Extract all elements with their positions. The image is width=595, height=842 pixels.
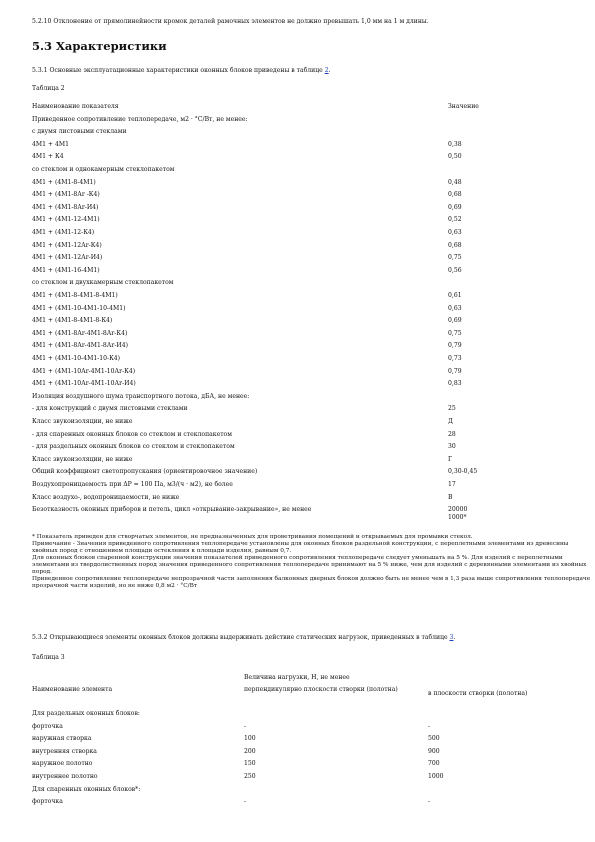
row-value: В [448, 493, 453, 501]
table-row [32, 798, 572, 810]
load-perpendicular: 100 [244, 735, 256, 743]
clause-5-3-1-text: 5.3.1 Основные эксплуатационные характеристики оконных блоков приведены в таблице [32, 67, 323, 74]
table-row [32, 481, 572, 493]
row-label: 4М1 + 4М1 [32, 140, 69, 148]
table-row [32, 153, 572, 165]
table-row [32, 204, 572, 216]
element-name: форточка [32, 722, 63, 730]
row-value: 0,50 [448, 153, 462, 161]
row-value: 0,73 [448, 355, 462, 362]
row-label: 4М1 + (4М1-8Аr-И4) [32, 203, 99, 211]
row-value: 0,69 [448, 203, 462, 211]
table-2-last-value-line2: 1000* [448, 514, 467, 522]
table-row [32, 786, 572, 798]
row-label: 4М1 + (4М1-12Аr-К4) [32, 241, 102, 249]
row-value: 20000 [448, 506, 468, 514]
table-row [32, 116, 572, 128]
table-row [32, 368, 572, 380]
table-row [32, 506, 572, 518]
row-label: 4М1 + (4М1-12-4М1) [32, 216, 100, 224]
table-row [32, 141, 572, 153]
row-label: со стеклом и двухкамерным стеклопакетом [32, 279, 174, 287]
row-label: Безотказность оконных приборов и петель, цикл «открывание-закрывание», не менее [32, 506, 312, 514]
load-perpendicular: 200 [244, 747, 256, 755]
row-value: 17 [448, 481, 456, 488]
note-balcony-doors: Приведенное сопротивление теплопередаче непрозрачной части заполнения балконных дверных блоков должно быть не менее чем в 1,3 раза выше сопротивления теплопередаче прозрачной части изделий, но не ниже 0,8 м2 · °С/Вт [32, 575, 591, 589]
table-row [32, 773, 572, 785]
element-name: внутренняя створка [32, 747, 97, 755]
row-value: 0,61 [448, 292, 462, 299]
table-row [32, 443, 572, 455]
clause-5-3-1-period: . [328, 67, 331, 74]
row-label: Класс звукоизоляции, не ниже [32, 418, 133, 425]
row-value: 25 [448, 405, 456, 413]
row-label: 4М1 + (4М1-12Аr-И4) [32, 254, 103, 262]
row-label: 4М1 + (4М1-10-4М1-10-К4) [32, 355, 121, 362]
table-3-col-name-header: Наименование элемента [32, 686, 113, 693]
row-label: 4М1 + (4М1-8Аr-4М1-8Аr-К4) [32, 329, 128, 337]
section-heading: 5.3 Характеристики [32, 39, 167, 53]
row-label: 4М1 + (4М1-8Аr-4М1-8Аr-И4) [32, 342, 128, 350]
note-primechanie: Примечание - Значения приведенного сопротивления теплопередаче установлены для оконных блоков раздельной конструкции, с переплетными элементами из древесины хвойных пород с отношением площади остекления к площади изделия, равным 0,7. [32, 540, 569, 554]
table-row [32, 305, 572, 317]
table-row [32, 128, 572, 140]
row-label: 4М1 + (4М1-10-4М1-10-4М1) [32, 304, 126, 312]
element-name: Для спаренных оконных блоков*: [32, 785, 141, 793]
table-row [32, 229, 572, 241]
load-in-plane: 900 [428, 747, 440, 755]
note-paired-blocks: Для оконных блоков спаренной конструкции значения показателей приведенного сопротивления теплопередаче следует уменьшать на 5 %. Для изделий с переплетными элементами из твердолиственных пород значения приведенного сопротивления теплопередаче принимают на 5 % ниже, чем для изделий с деревянными элементами из хвойных пород. [32, 554, 587, 575]
row-label: 4М1 + К4 [32, 153, 64, 161]
load-in-plane: - [428, 798, 431, 806]
table-row [32, 393, 572, 405]
row-label: Класс звукоизоляции, не ниже [32, 455, 133, 463]
table-row [32, 166, 572, 178]
row-value: 30 [448, 443, 456, 451]
table-row [32, 723, 572, 735]
table-row [32, 418, 572, 430]
table-row [32, 279, 572, 291]
row-value: 0,79 [448, 342, 462, 350]
table-row [32, 355, 572, 367]
element-name: Для раздельных оконных блоков: [32, 710, 140, 717]
row-label: 4М1 + (4М1-8-4М1) [32, 178, 96, 186]
row-label: Общий коэффициент светопропускания (ориентировочное значение) [32, 468, 258, 476]
row-label: Приведенное сопротивление теплопередаче, м2 · °С/Вт, не менее: [32, 115, 248, 123]
element-name: наружная створка [32, 735, 92, 743]
load-perpendicular: - [244, 798, 247, 806]
table-row [32, 710, 572, 722]
row-value: 0,68 [448, 191, 462, 199]
element-name: наружное полотно [32, 760, 93, 768]
table-row [32, 468, 572, 480]
load-in-plane: 500 [428, 735, 440, 743]
row-value: 0,63 [448, 229, 462, 236]
table-row [32, 405, 572, 417]
table-row [32, 317, 572, 329]
row-label: 4М1 + (4М1-8-4М1-8-4М1) [32, 292, 118, 299]
row-label: 4М1 + (4М1-12-К4) [32, 229, 95, 236]
load-in-plane: - [428, 722, 431, 730]
table-2-link[interactable]: 2 [324, 67, 329, 74]
clause-5-3-2-period: . [453, 634, 456, 641]
row-label: Класс воздухо-, водопроницаемости, не ниже [32, 493, 180, 501]
load-perpendicular: 150 [244, 760, 256, 768]
row-label: Воздухопроницаемость при ΔP = 100 Па, м3/(ч · м2), не более [32, 481, 233, 488]
table-row [32, 191, 572, 203]
row-value: Д [448, 418, 453, 425]
table-3-link[interactable]: 3 [449, 634, 454, 641]
row-label: со стеклом и однокамерным стеклопакетом [32, 166, 175, 173]
table-row [32, 456, 572, 468]
load-perpendicular: - [244, 722, 247, 730]
row-label: - для конструкций с двумя листовыми стеклами [32, 405, 188, 413]
table-3-col-inplane-header: в плоскости створки (полотна) [428, 690, 528, 697]
load-in-plane: 1000 [428, 773, 444, 780]
row-value: 0,48 [448, 178, 462, 186]
row-label: 4М1 + (4М1-10Аr-4М1-10Аr-И4) [32, 380, 136, 388]
table-row [32, 216, 572, 228]
table-row [32, 267, 572, 279]
row-value: 0,63 [448, 304, 462, 312]
table-row [32, 760, 572, 772]
table-row [32, 330, 572, 342]
element-name: форточка [32, 798, 63, 806]
table-3-col-perpendicular-header: перпендикулярно плоскости створки (полотна) [244, 686, 398, 693]
column-header-name: Наименование показателя [32, 103, 119, 110]
row-label: Изоляция воздушного шума транспортного потока, дБА, не менее: [32, 392, 250, 400]
note-footnote: * Показатель приведен для створчатых элементов, не предназначенных для проветривания помещений и открываемых для промывки стекол. [32, 534, 473, 540]
row-value: 0,83 [448, 380, 462, 388]
table-row [32, 494, 572, 506]
row-label: с двумя листовыми стеклами [32, 128, 127, 136]
row-value: 0,75 [448, 254, 462, 262]
row-label: 4М1 + (4М1-8-4М1-8-К4) [32, 317, 113, 325]
row-value: 0,75 [448, 329, 462, 337]
row-value: Г [448, 455, 453, 463]
element-name: внутреннее полотно [32, 773, 98, 780]
row-label: 4М1 + (4М1-10Аr-4М1-10Аr-К4) [32, 367, 136, 375]
table-row [32, 292, 572, 304]
row-value: 0,52 [448, 216, 462, 224]
table-row [32, 380, 572, 392]
table-row [32, 254, 572, 266]
table-3-group-header: Величина нагрузки, Н, не менее [244, 674, 350, 681]
table-2-notes [32, 534, 592, 590]
row-value: 0,56 [448, 266, 462, 274]
row-value: 0,38 [448, 140, 462, 148]
row-value: 0,69 [448, 317, 462, 325]
clause-5-3-1 [32, 67, 331, 74]
row-label: 4М1 + (4М1-8Аr -К4) [32, 191, 100, 199]
row-label: - для раздельных оконных блоков со стеклом и стеклопакетом [32, 443, 235, 451]
table-row [32, 179, 572, 191]
row-label: 4М1 + (4М1-16-4М1) [32, 266, 100, 274]
row-value: 0,30-0,45 [448, 468, 478, 476]
table-row [32, 242, 572, 254]
row-label: - для спаренных оконных блоков со стеклом и стеклопакетом [32, 430, 232, 438]
load-perpendicular: 250 [244, 773, 256, 780]
table-row [32, 735, 572, 747]
row-value: 28 [448, 430, 456, 438]
table-row [32, 342, 572, 354]
clause-5-2-10: 5.2.10 Отклонение от прямолинейности кромок деталей рамочных элементов не должно превышать 1,0 мм на 1 м длины. [32, 18, 429, 25]
table-row [32, 431, 572, 443]
column-header-value: Значение [448, 103, 479, 110]
clause-5-3-2 [32, 634, 455, 641]
table-3-caption: Таблица 3 [32, 654, 65, 661]
table-2-caption: Таблица 2 [32, 85, 65, 92]
table-2-header-row [32, 103, 572, 115]
row-value: 0,79 [448, 367, 462, 375]
clause-5-3-2-text: 5.3.2 Открывающиеся элементы оконных блоков должны выдерживать действие статических нагрузок, приведенных в таблице [32, 634, 448, 641]
row-value: 0,68 [448, 241, 462, 249]
table-row [32, 748, 572, 760]
load-in-plane: 700 [428, 760, 440, 768]
